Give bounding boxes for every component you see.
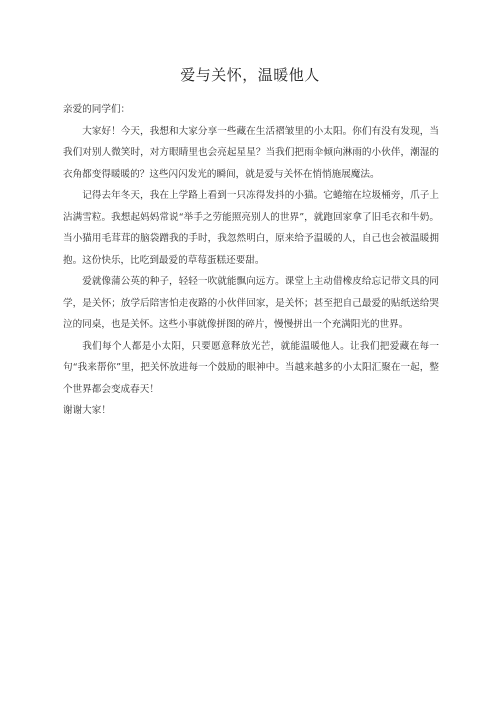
paragraph: 记得去年冬天，我在上学路上看到一只冻得发抖的小猫。它蜷缩在垃圾桶旁，爪子上沾满雪粒。我想起妈妈常说“举手之劳能照亮别人的世界”，就跑回家拿了旧毛衣和牛奶。当小猫用毛茸茸的脑袋蹭我的手时，我忽然明白，原来给予温暖的人，自己也会被温暖拥抱。这份快乐，比吃到最爱的草莓蛋糕还要甜。 [63,190,439,266]
closing-line: 谢谢大家！ [63,405,111,416]
salutation: 亲爱的同学们： [63,104,131,115]
paragraph: 爱就像蒲公英的种子，轻轻一吹就能飘向远方。课堂上主动借橡皮给忘记带文具的同学，是关怀；放学后陪害怕走夜路的小伙伴回家，是关怀；甚至把自己最爱的贴纸送给哭泣的同桌，也是关怀。这些小事就像拼图的碎片，慢慢拼出一个充满阳光的世界。 [63,276,439,330]
paragraph: 大家好！今天，我想和大家分享一些藏在生活褶皱里的小太阳。你们有没有发现，当我们对别人微笑时，对方眼睛里也会亮起星星？当我们把雨伞倾向淋雨的小伙伴，潮湿的衣角都变得暖暖的？这些闪闪发光的瞬间，就是爱与关怀在悄悄施展魔法。 [63,125,439,180]
document-body [63,99,439,422]
paragraph: 我们每个人都是小太阳，只要愿意释放光芒，就能温暖他人。让我们把爱藏在每一句“我来帮你”里，把关怀放进每一个鼓励的眼神中。当越来越多的小太阳汇聚在一起，整个世界都会变成春天！ [63,340,439,395]
document-title: 爱与关怀，温暖他人 [180,66,320,84]
